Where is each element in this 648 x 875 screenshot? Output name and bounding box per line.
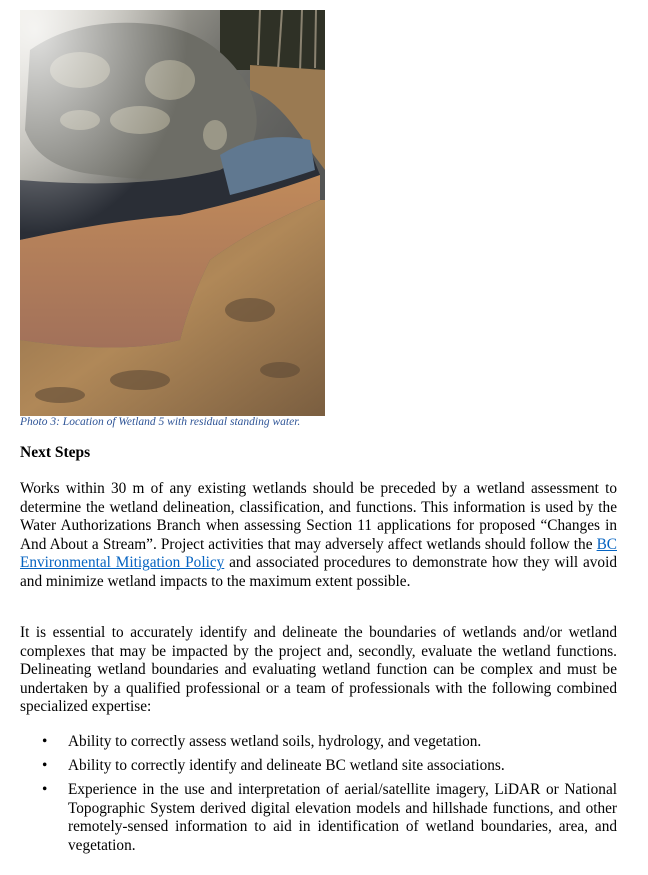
wetland-photo-illustration bbox=[20, 10, 325, 416]
bc-environmental-mitigation-policy-link[interactable]: BC Environmental Mitigation Policy bbox=[20, 535, 617, 572]
expertise-list bbox=[20, 733, 617, 861]
list-item-text: Ability to correctly assess wetland soils, hydrology, and vegetation. bbox=[68, 733, 482, 750]
paragraph-text: and associated procedures to demonstrate how they will avoid and minimize wetland impacts to the maximum extent possible. bbox=[20, 554, 617, 590]
paragraph-wetland-assessment bbox=[20, 480, 617, 592]
photo-caption: Photo 3: Location of Wetland 5 with residual standing water. bbox=[20, 416, 301, 428]
list-item bbox=[20, 781, 617, 855]
list-item bbox=[20, 757, 617, 776]
paragraph-delineation: It is essential to accurately identify and delineate the boundaries of wetlands and/or wetland complexes that may be impacted by the project and, secondly, evaluate the wetland functions. Delineating wetland boundaries and evaluating wetland function can be complex and must be undertaken by a qualified professional or a team of professionals with the following combined specialized expertise: bbox=[20, 624, 617, 716]
wetland-photo bbox=[20, 10, 325, 416]
list-item-text: Experience in the use and interpretation of aerial/satellite imagery, LiDAR or National Topographic System derived digital elevation models and hillshade functions, and other remotely-sensed information to aid in identification of wetland boundaries, area, and vegetation. bbox=[68, 781, 617, 854]
bullet-icon: • bbox=[42, 781, 48, 799]
bullet-icon: • bbox=[42, 733, 48, 750]
list-item-text: Ability to correctly identify and delineate BC wetland site associations. bbox=[68, 757, 505, 775]
paragraph-text: Works within 30 m of any existing wetlands should be preceded by a wetland assessment to determine the wetland delineation, classification, and functions. This information is used by the Water Authorizations Branch when assessing Section 11 applications for proposed “Changes in And About a Stream”. Project activities that may adversely affect wetlands should follow the bbox=[20, 480, 617, 553]
bullet-icon: • bbox=[42, 757, 48, 775]
section-heading: Next Steps bbox=[20, 444, 91, 461]
list-item bbox=[20, 733, 617, 752]
